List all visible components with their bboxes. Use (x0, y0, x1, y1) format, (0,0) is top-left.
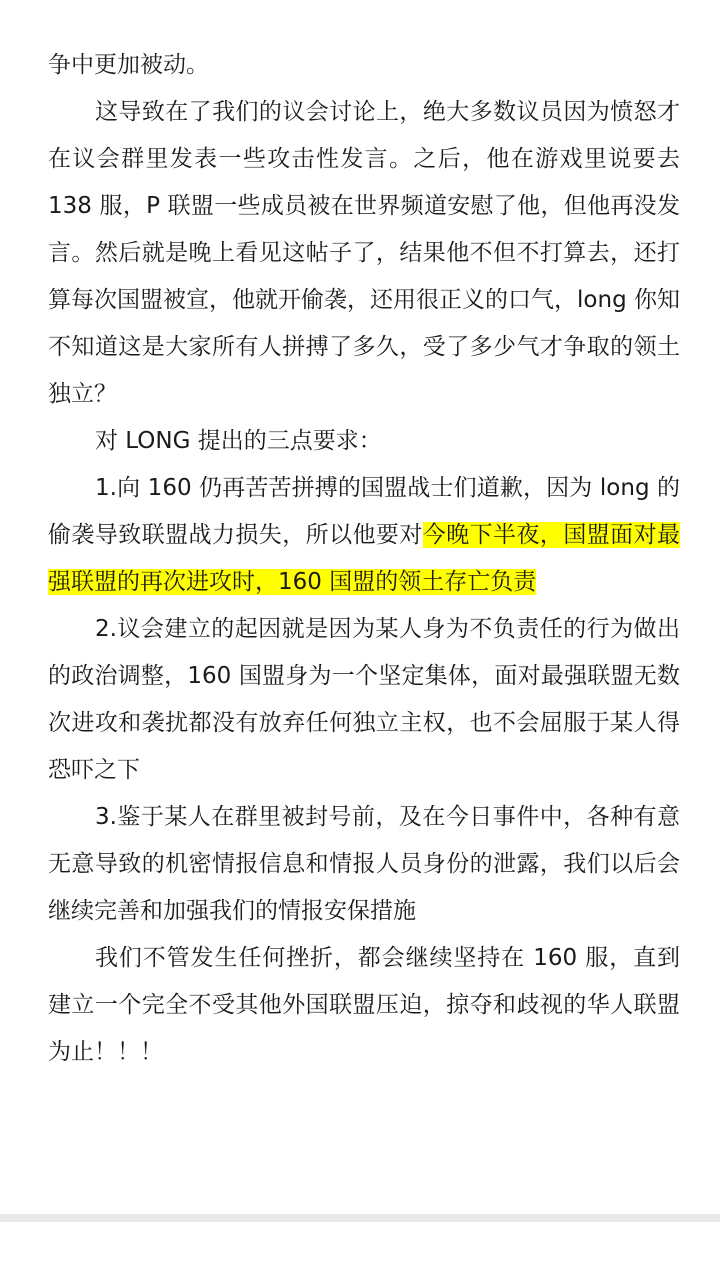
paragraph-demand-3: 3.鉴于某人在群里被封号前，及在今日事件中，各种有意无意导致的机密情报信息和情报人员身份的泄露，我们以后会继续完善和加强我们的情报安保措施 (48, 804, 680, 924)
paragraph-demands-heading: 对 LONG 提出的三点要求： (95, 428, 382, 454)
demand-1-highlighted-text: 今晚下半夜，国盟面对最强联盟的再次进攻时，160 国盟的领土存亡负责 (48, 522, 681, 595)
paragraph-demand-2: 2.议会建立的起因就是因为某人身为不负责任的行为做出的政治调整，160 国盟身为一个坚定集体，面对最强联盟无数次进攻和袭扰都没有放弃任何独立主权，也不会屈服于某人得恐吓之下 (48, 616, 680, 783)
paragraph-demand-1 (48, 465, 680, 606)
bottom-divider-bar (0, 1214, 720, 1222)
paragraph-council-discussion: 这导致在了我们的议会讨论上，绝大多数议员因为愤怒才在议会群里发表一些攻击性发言。之后，他在游戏里说要去 138 服，P 联盟一些成员被在世界频道安慰了他，但他再没发言。然后就是晚上看见这帖子了，结果他不但不打算去，还打算每次国盟被宣，他就开偷袭，还用很正义的口气，long 你知不知道这是大家所有人拼搏了多久，受了多少气才争取的领土独立？ (48, 99, 680, 407)
document-body (48, 42, 680, 1076)
paragraph-continuation: 争中更加被动。 (48, 52, 209, 78)
demand-1-text: 1.向 160 仍再苦苦拼搏的国盟战士们道歉，因为 long 的偷袭导致联盟战力损失，所以他要对 (48, 475, 680, 548)
paragraph-closing: 我们不管发生任何挫折，都会继续坚持在 160 服，直到建立一个完全不受其他外国联盟压迫，掠夺和歧视的华人联盟为止！！！ (48, 945, 680, 1065)
